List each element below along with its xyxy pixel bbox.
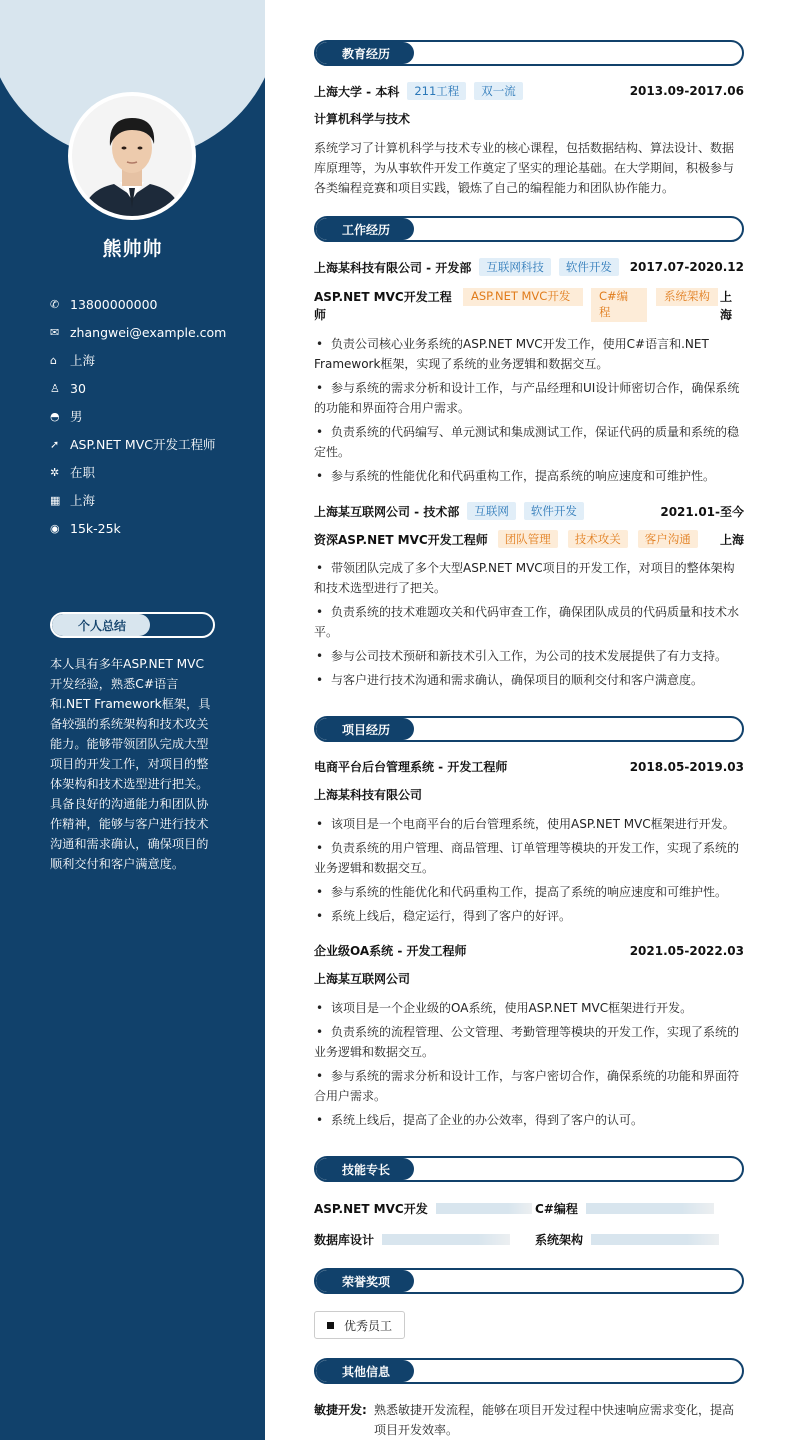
major-name: 计算机科学与技术 [314, 112, 411, 126]
edu-tag: 双一流 [474, 82, 523, 100]
job-tag: 互联网科技 [479, 258, 551, 276]
skill-bar [586, 1203, 714, 1214]
info-age [50, 374, 250, 402]
project-bullet: • 系统上线后，提高了企业的办公效率，得到了客户的认可。 [314, 1110, 744, 1130]
job-row [314, 502, 744, 520]
job-role-row [314, 288, 744, 324]
age-text: 30 [70, 380, 86, 396]
project-company: 上海某科技有限公司 [314, 788, 423, 802]
info-position [50, 430, 250, 458]
job-company: 上海某科技有限公司 - 开发部 [314, 260, 472, 275]
position-text: ASP.NET MVC开发工程师 [70, 437, 216, 452]
skill-bar [591, 1234, 719, 1245]
info-status [50, 458, 250, 486]
info-gender [50, 402, 250, 430]
skill-item [535, 1231, 719, 1248]
age-icon: ♙ [50, 381, 60, 395]
project-bullet: • 系统上线后，稳定运行，得到了客户的好评。 [314, 906, 744, 926]
job-role-row [314, 530, 744, 548]
info-email [50, 318, 250, 346]
mail-icon: ✉ [50, 325, 60, 339]
skill-item [314, 1231, 510, 1248]
other-text: 熟悉敏捷开发流程，能够在项目开发过程中快速响应需求变化，提高项目开发效率。 [374, 1403, 735, 1437]
status-icon: ✲ [50, 465, 60, 479]
award-name: 优秀员工 [344, 1318, 393, 1333]
other-info-row [314, 1400, 744, 1440]
skill-name: C#编程 [535, 1202, 578, 1216]
email-text: zhangwei@example.com [70, 324, 227, 340]
major-row [314, 110, 744, 127]
position-icon: ➚ [50, 437, 60, 451]
salary-icon: ◉ [50, 521, 60, 535]
job-date: 2021.01-至今 [660, 504, 744, 519]
education-desc: 系统学习了计算机科学与技术专业的核心课程，包括数据结构、算法设计、数据库原理等，为从事软件开发工作奠定了坚实的理论基础。在大学期间，积极参与各类编程竞赛和项目实践，锻炼了自己的编程能力和团队协作能力。 [314, 141, 735, 195]
projects-heading [314, 716, 744, 742]
status-text: 在职 [70, 465, 96, 480]
skills-title: 技能专长 [341, 1163, 390, 1177]
info-city [50, 486, 250, 514]
project-row [314, 942, 744, 959]
role-tag: 技术攻关 [568, 530, 628, 548]
work-heading [314, 216, 744, 242]
job-tag: 软件开发 [524, 502, 584, 520]
project-bullet: • 负责系统的用户管理、商品管理、订单管理等模块的开发工作，实现了系统的业务逻辑和数据交互。 [314, 838, 744, 878]
job-tag: 软件开发 [559, 258, 619, 276]
gender-text: 男 [70, 409, 83, 424]
project-row [314, 758, 744, 775]
project-company: 上海某互联网公司 [314, 972, 411, 986]
skill-name: 系统架构 [535, 1233, 584, 1247]
job-date: 2017.07-2020.12 [629, 260, 744, 274]
skill-item [314, 1200, 532, 1217]
education-row [314, 82, 744, 100]
project-date: 2018.05-2019.03 [629, 759, 744, 774]
role-tag: C#编程 [591, 288, 647, 322]
phone-text: 13800000000 [70, 296, 158, 312]
summary-heading [50, 612, 215, 638]
sidebar [0, 0, 265, 1440]
summary-title: 个人总结 [77, 619, 126, 633]
salary-text: 15k-25k [70, 520, 121, 536]
home-icon: ⌂ [50, 353, 57, 367]
project-bullet: • 参与系统的性能优化和代码重构工作，提高了系统的响应速度和可维护性。 [314, 882, 744, 902]
job-location: 上海 [719, 532, 744, 547]
project-bullet: • 该项目是一个电商平台的后台管理系统，使用ASP.NET MVC框架进行开发。 [314, 814, 744, 834]
work-title: 工作经历 [341, 223, 390, 237]
job-bullet: • 负责系统的技术难题攻关和代码审查工作，确保团队成员的代码质量和技术水平。 [314, 602, 744, 642]
summary-text: 本人具有多年ASP.NET MVC开发经验，熟悉C#语言和.NET Framework框架，具备较强的系统架构和技术攻关能力。能够带领团队完成大型项目的开发工作，对项目的整体架构和技术选型进行把关。具备良好的沟通能力和团队协作精神，能够与客户进行技术沟通和需求确认，确保项目的顺利交付和客户满意度。 [50, 657, 211, 871]
project-company-row [314, 786, 744, 803]
awards-title: 荣誉奖项 [341, 1275, 390, 1289]
award-badge [314, 1311, 405, 1339]
building-icon: ▦ [50, 493, 61, 507]
project-bullet: • 该项目是一个企业级的OA系统，使用ASP.NET MVC框架进行开发。 [314, 998, 744, 1018]
project-name: 企业级OA系统 - 开发工程师 [314, 944, 467, 958]
education-title: 教育经历 [341, 47, 390, 61]
job-role: ASP.NET MVC开发工程师 [314, 290, 452, 322]
gender-icon: ◓ [50, 409, 60, 423]
contact-info-list [50, 290, 250, 542]
job-bullet: • 参与系统的性能优化和代码重构工作，提高系统的响应速度和可维护性。 [314, 466, 744, 486]
job-location: 上海 [720, 290, 733, 322]
role-tag: 客户沟通 [638, 530, 698, 548]
skill-name: 数据库设计 [314, 1233, 375, 1247]
job-bullet: • 参与系统的需求分析和设计工作，与产品经理和UI设计师密切合作，确保系统的功能和界面符合用户需求。 [314, 378, 744, 418]
skills-heading [314, 1156, 744, 1182]
education-heading [314, 40, 744, 66]
job-company: 上海某互联网公司 - 技术部 [314, 504, 460, 519]
projects-title: 项目经历 [341, 723, 390, 737]
job-bullet: • 负责公司核心业务系统的ASP.NET MVC开发工作，使用C#语言和.NET Framework框架，实现了系统的业务逻辑和数据交互。 [314, 334, 744, 374]
other-heading [314, 1358, 744, 1384]
person-name: 熊帅帅 [102, 238, 163, 260]
awards-heading [314, 1268, 744, 1294]
job-row [314, 258, 744, 276]
job-bullet: • 负责系统的代码编写、单元测试和集成测试工作，保证代码的质量和系统的稳定性。 [314, 422, 744, 462]
project-date: 2021.05-2022.03 [629, 943, 744, 958]
school-name: 上海大学 - 本科 [314, 84, 400, 99]
role-tag: 团队管理 [498, 530, 558, 548]
job-bullet: • 带领团队完成了多个大型ASP.NET MVC项目的开发工作，对项目的整体架构和技术选型进行了把关。 [314, 558, 744, 598]
edu-tag: 211工程 [407, 82, 466, 100]
square-bullet-icon [327, 1322, 334, 1329]
job-bullet: • 参与公司技术预研和新技术引入工作，为公司的技术发展提供了有力支持。 [314, 646, 744, 666]
project-company-row [314, 970, 744, 987]
other-title: 其他信息 [341, 1365, 390, 1379]
project-bullet: • 参与系统的需求分析和设计工作，与客户密切合作，确保系统的功能和界面符合用户需求。 [314, 1066, 744, 1106]
role-tag: 系统架构 [656, 288, 718, 306]
job-role: 资深ASP.NET MVC开发工程师 [314, 532, 488, 547]
skill-name: ASP.NET MVC开发 [314, 1202, 428, 1216]
job-tag: 互联网 [467, 502, 516, 520]
residence-text: 上海 [70, 353, 96, 368]
phone-icon: ✆ [50, 297, 60, 311]
city-text: 上海 [70, 493, 96, 508]
info-residence [50, 346, 250, 374]
edu-date: 2013.09-2017.06 [629, 84, 744, 98]
skill-item [535, 1200, 714, 1217]
project-bullet: • 负责系统的流程管理、公文管理、考勤管理等模块的开发工作，实现了系统的业务逻辑和数据交互。 [314, 1022, 744, 1062]
avatar [68, 92, 196, 220]
info-salary [50, 514, 250, 542]
project-name: 电商平台后台管理系统 - 开发工程师 [314, 760, 508, 774]
other-label: 敏捷开发: [314, 1403, 367, 1417]
skill-bar [436, 1203, 532, 1214]
job-bullet: • 与客户进行技术沟通和需求确认，确保项目的顺利交付和客户满意度。 [314, 670, 744, 690]
role-tag: ASP.NET MVC开发 [463, 288, 583, 306]
info-phone [50, 290, 250, 318]
skill-bar [382, 1234, 510, 1245]
